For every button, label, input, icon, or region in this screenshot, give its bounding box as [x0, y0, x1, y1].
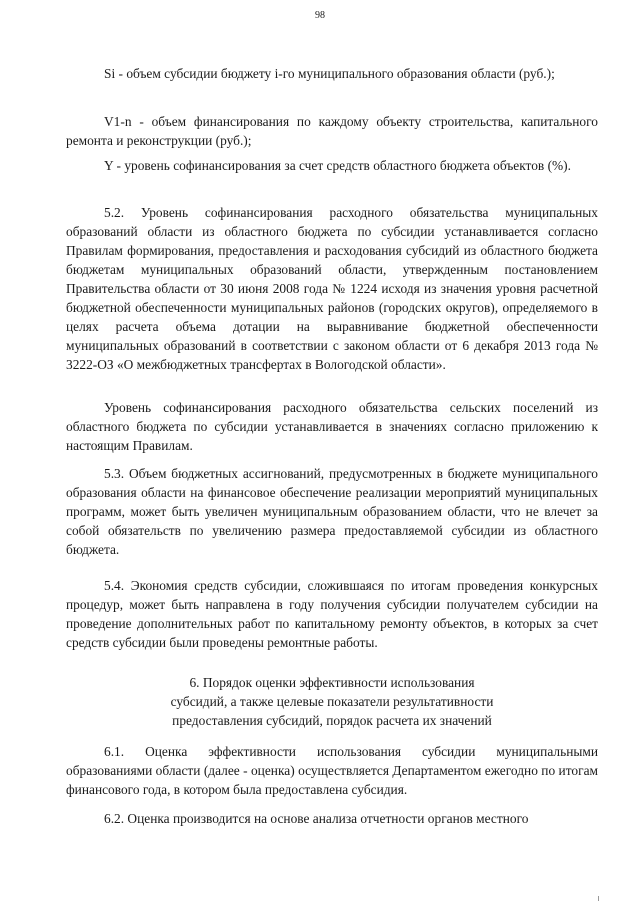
- section-heading-6: [66, 673, 598, 730]
- paragraph-6-2: 6.2. Оценка производится на основе анализа отчетности органов местного: [104, 811, 529, 826]
- scan-mark: [598, 896, 599, 901]
- section-heading-line: 6. Порядок оценки эффективности использования: [189, 675, 475, 690]
- section-heading-line: предоставления субсидий, порядок расчета их значений: [172, 713, 492, 728]
- paragraph-si-definition: Si - объем субсидии бюджету i-го муниципального образования области (руб.);: [104, 66, 555, 81]
- paragraph-rural-settlements: Уровень софинансирования расходного обязательства сельских поселений из областного бюджета по субсидии устанавливается в значениях согласно приложению к настоящим Правилам.: [66, 400, 598, 453]
- section-heading-line: субсидий, а также целевые показатели результативности: [170, 694, 494, 709]
- page-number: 98: [315, 10, 325, 21]
- paragraph-v-definition: V1-n - объем финансирования по каждому объекту строительства, капитального ремонта и реконструкции (руб.);: [66, 114, 598, 148]
- paragraph-5-2: 5.2. Уровень софинансирования расходного обязательства муниципальных образований области из областного бюджета по субсидии устанавливается согласно Правилам формирования, предоставления и расходования субсидий из областного бюджета бюджетам муниципальных образований области, утвержденным постановлением Правительства области от 30 июня 2008 года № 1224 исходя из значения уровня расчетной бюджетной обеспеченности муниципальных районов (городских округов), определяемого в целях расчета объема дотации на выравнивание бюджетной обеспеченности муниципальных образований в соответствии с законом области от 6 декабря 2013 года № 3222-ОЗ «О межбюджетных трансфертах в Вологодской области».: [66, 205, 598, 372]
- paragraph-6-1: 6.1. Оценка эффективности использования субсидии муниципальными образованиями области (далее - оценка) осуществляется Департаментом ежегодно по итогам финансового года, в котором была предоставлена субсидия.: [66, 744, 598, 797]
- paragraph-y-definition: Y - уровень софинансирования за счет средств областного бюджета объектов (%).: [104, 158, 571, 173]
- paragraph-5-3: 5.3. Объем бюджетных ассигнований, предусмотренных в бюджете муниципального образования области на финансовое обеспечение реализации мероприятий муниципальных программ, может быть увеличен муниципальным образованием области, что не влечет за собой обязательств по увеличению размера предоставляемой субсидии из областного бюджета.: [66, 466, 598, 557]
- paragraph-5-4: 5.4. Экономия средств субсидии, сложившаяся по итогам проведения конкурсных процедур, может быть направлена в году получения субсидии получателем субсидии на проведение дополнительных работ по капитальному ремонту объектов, в которых за счет средств субсидии были проведены ремонтные работы.: [66, 578, 598, 650]
